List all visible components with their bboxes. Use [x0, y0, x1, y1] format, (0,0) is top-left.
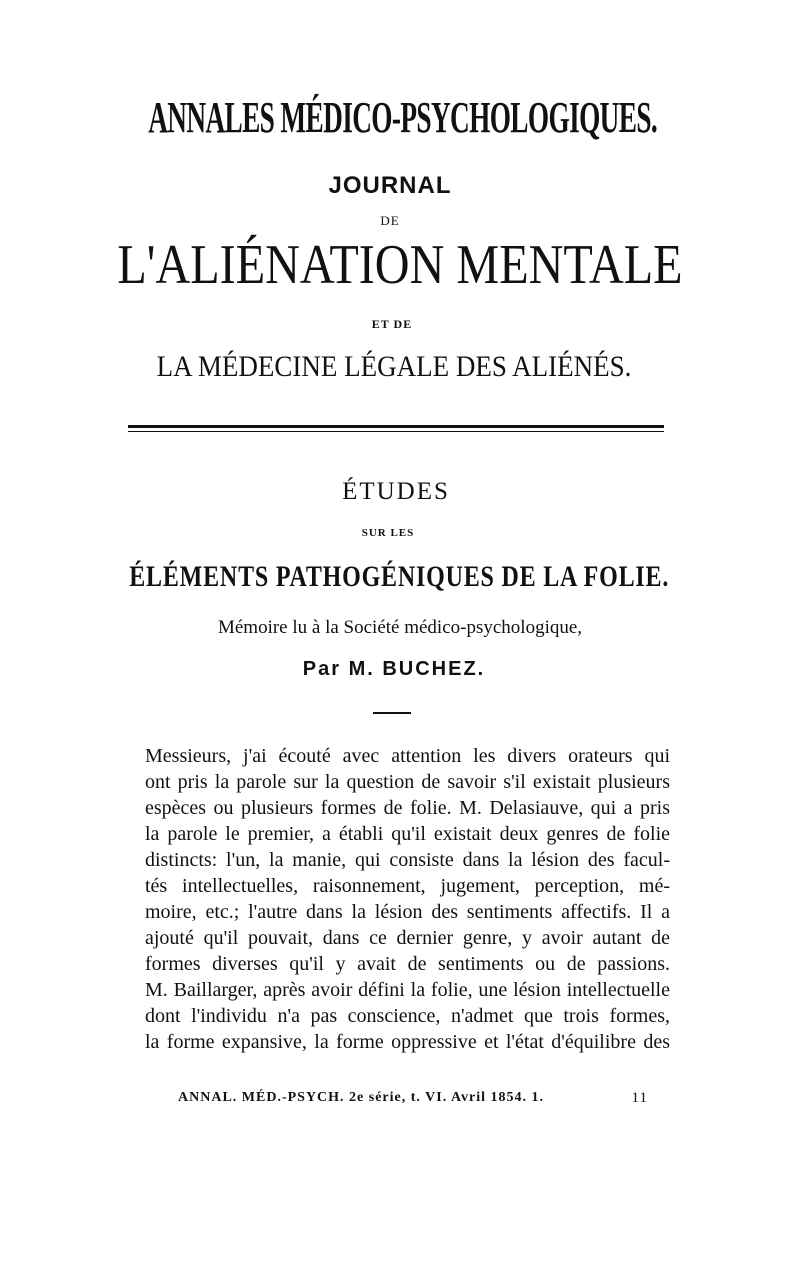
journal-word: JOURNAL [328, 172, 452, 199]
body-text [145, 743, 670, 1055]
article-author: Par M. BUCHEZ. [302, 658, 486, 680]
body-line: M. Baillarger, après avoir défini la folie, une lésion intellectuelle [145, 979, 670, 1001]
body-line: tés intellectuelles, raisonnement, jugement, perception, mé- [145, 875, 670, 897]
section-dash [373, 712, 411, 714]
article-title: ÉLÉMENTS PATHOGÉNIQUES DE LA FOLIE. [129, 560, 670, 593]
double-rule-thin [128, 431, 664, 432]
body-line: distincts: l'un, la manie, qui consiste dans la lésion des facul- [145, 849, 670, 871]
et-de-connector: ET DE [371, 317, 413, 331]
footer-sheet-number: 11 [631, 1090, 648, 1106]
body-line: formes diverses qu'il y avait de sentiments ou de passions. [145, 953, 670, 975]
body-line: Messieurs, j'ai écouté avec attention les divers orateurs qui [145, 745, 670, 767]
double-rule-thick [128, 425, 664, 428]
body-line: dont l'individu n'a pas conscience, n'admet que trois formes, [145, 1005, 670, 1027]
article-subtitle: Mémoire lu à la Société médico-psychologique, [217, 617, 583, 638]
body-line: moire, etc.; l'autre dans la lésion des sentiments affectifs. Il a [145, 901, 670, 923]
footer-signature: ANNAL. MÉD.-PSYCH. 2e série, t. VI. Avril 1854. 1. [178, 1090, 545, 1105]
body-line: ajouté qu'il pouvait, dans ce dernier genre, y avoir autant de [145, 927, 670, 949]
article-connector: SUR LES [361, 527, 415, 539]
medecine-title: LA MÉDECINE LÉGALE DES ALIÉNÉS. [156, 350, 632, 383]
body-line: la forme expansive, la forme oppressive et l'état d'équilibre des [145, 1031, 670, 1053]
body-line: ont pris la parole sur la question de savoir s'il existait plusieurs [145, 771, 670, 793]
article-kicker: ÉTUDES [342, 478, 450, 505]
journal-title: ANNALES MÉDICO-PSYCHOLOGIQUES. [148, 93, 658, 142]
body-line: la parole le premier, a établi qu'il existait deux genres de folie [145, 823, 670, 845]
de-connector: DE [380, 213, 400, 228]
body-line: espèces ou plusieurs formes de folie. M. Delasiauve, qui a pris [145, 797, 670, 819]
alienation-title: L'ALIÉNATION MENTALE [117, 234, 683, 296]
